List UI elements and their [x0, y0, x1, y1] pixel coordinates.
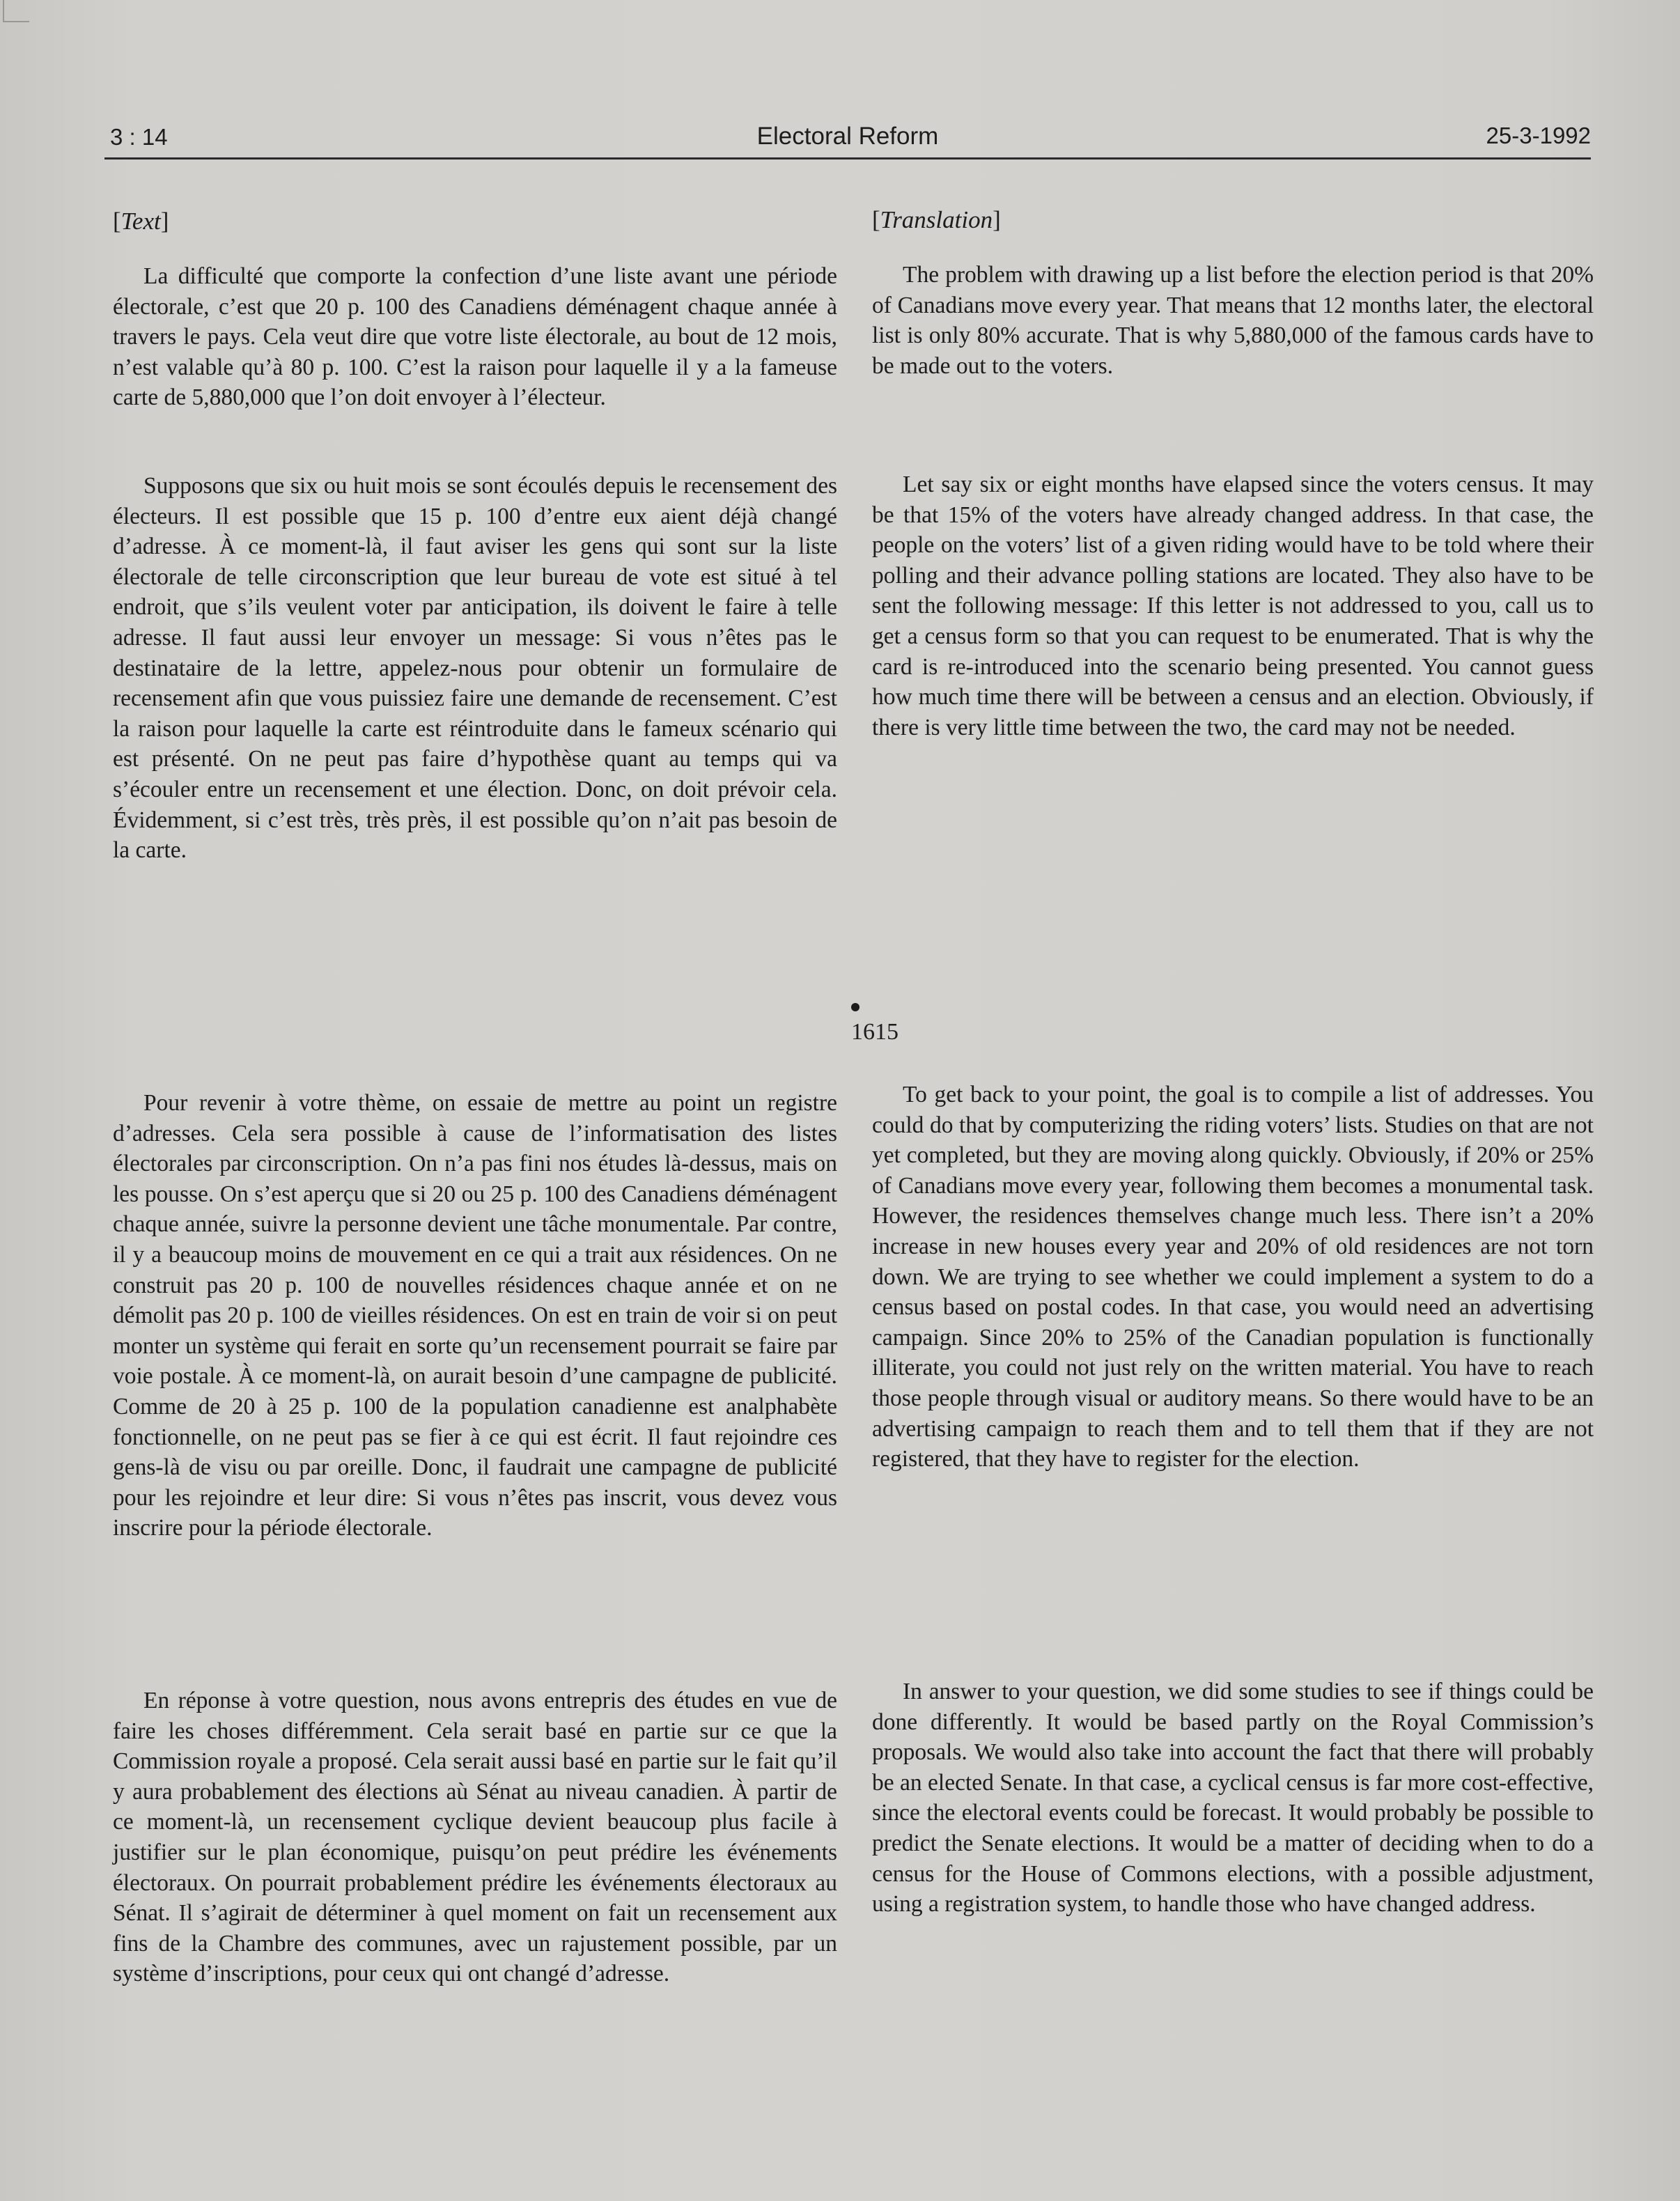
english-paragraph-1: The problem with drawing up a list before the election period is that 20% of Canadians move every year. That means that 12 months later, the electoral list is only 80% accurate. That is why 5,880,000 of the famous cards have to be made out to the voters. — [872, 262, 1594, 379]
french-paragraph-2: Supposons que six ou huit mois se sont écoulés depuis le recensement des électeurs. Il est possible que 15 p. 100 d’entre eux aient déjà changé d’adresse. À ce moment-là, il faut aviser les gens qui sont sur la liste électorale de telle circonscription que leur bureau de vote est situé à tel endroit, que s’ils veulent voter par anticipation, ils doivent le faire à telle adresse. Il faut aussi leur envoyer un message: Si vous n’êtes pas le destinataire de la lettre, appelez-nous pour obtenir un formulaire de recensement afin que vous puissiez faire une demande de recensement. C’est la raison pour laquelle la carte est réintroduite dans le fameux scénario qui est présenté. On ne peut pas faire d’hypothèse quant au temps qui va s’écouler entre un recensement et une élection. Donc, on doit prévoir cela. Évidemment, si c’est très, très près, il est possible qu’on n’ait pas besoin de la carte. — [113, 473, 837, 864]
page-header — [104, 120, 1591, 160]
french-paragraph-1: La difficulté que comporte la confection d’une liste avant une période électorale, c’est que 20 p. 100 des Canadiens déménagent chaque année à travers le pays. Cela veut dire que votre liste électorale, au bout de 12 mois, n’est valable qu’à 80 p. 100. C’est la raison pour laquelle il y a la fameuse carte de 5,880,000 que l’on doit envoyer à l’électeur. — [113, 263, 837, 411]
text-label: [Text] — [113, 208, 169, 235]
header-date: 25-3-1992 — [1486, 123, 1591, 148]
english-paragraph-3: To get back to your point, the goal is to compile a list of addresses. You could do that by computerizing the riding voters’ lists. Studies on that are not yet completed, but they are moving along quickly. Obviously, if 20% or 25% of Canadians move every year, following them becomes a monumental task. However, the residences themselves change much less. There isn’t a 20% increase in new houses every year and 20% of old residences are not torn down. We are trying to see whether we could implement a system to do a census based on postal codes. In that case, you would need an advertising campaign. Since 20% to 25% of the Canadian population is functionally illiterate, you could not just rely on the written material. You have to reach those people through visual or auditory means. So there would have to be an advertising campaign to reach them and to tell them that if they are not registered, that they have to register for the election. — [872, 1082, 1594, 1472]
french-paragraph-4: En réponse à votre question, nous avons entrepris des études en vue de faire les choses différemment. Cela serait basé en partie sur ce que la Commission royale a proposé. Cela serait aussi basé en partie sur le fait qu’il y aura probablement des élections aù Sénat au niveau canadien. À partir de ce moment-là, un recensement cyclique devient beaucoup plus facile à justifier sur le plan économique, puisqu’on peut prédire les événements électoraux. On pourrait probablement prédire les événements électoraux au Sénat. Il s’agirait de déterminer à quel moment on fait un recensement aux fins de la Chambre des communes, avec un rajustement possible, par un système d’inscriptions, pour ceux qui ont changé d’adresse. — [113, 1688, 837, 1987]
english-paragraph-2: Let say six or eight months have elapsed since the voters census. It may be that 15% of the voters have already changed address. In that case, the people on the voters’ list of a given riding would have to be told where their polling and their advance polling stations are located. They also have to be sent the following message: If this letter is not addressed to you, call us to get a census form so that you can request to be enumerated. That is why the card is re-introduced into the scenario being presented. You cannot guess how much time there will be between a census and an election. Obviously, if there is very little time between the two, the card may not be needed. — [872, 472, 1594, 740]
page-reference: 3 : 14 — [110, 124, 168, 150]
running-title: Electoral Reform — [756, 123, 939, 150]
scan-corner-mark — [3, 0, 29, 22]
translation-label: [Translation] — [872, 206, 1001, 233]
french-paragraph-3: Pour revenir à votre thème, on essaie de mettre au point un registre d’adresses. Cela sera possible à cause de l’informatisation des listes électorales par circonscription. On n’a pas fini nos études là-dessus, mais on les pousse. On s’est aperçu que si 20 ou 25 p. 100 des Canadiens déménagent chaque année, suivre la personne devient une tâche monumentale. Par contre, il y a beaucoup moins de mouvement en ce qui a trait aux résidences. On ne construit pas 20 p. 100 de nouvelles résidences chaque année et on ne démolit pas 20 p. 100 de vieilles résidences. On est en train de voir si on peut monter un système qui ferait en sorte qu’un recensement pourrait se faire par voie postale. À ce moment-là, on aurait besoin d’une campagne de publicité. Comme de 20 à 25 p. 100 de la population canadienne est analphabète fonctionnelle, on ne peut pas se fier à ce qui est écrit. Il faut rejoindre ces gens-là de visu ou par oreille. Donc, il faudrait une campagne de publicité pour les rejoindre et leur dire: Si vous n’êtes pas inscrit, vous devez vous inscrire pour la période électorale. — [113, 1090, 837, 1541]
english-paragraph-4: In answer to your question, we did some studies to see if things could be done differently. It would be based partly on the Royal Commission’s proposals. We would also take into account the fact that there will probably be an elected Senate. In that case, a cyclical census is far more cost-effective, since the electoral events could be forecast. It would probably be possible to predict the Senate elections. It would be a matter of deciding when to do a census for the House of Commons elections, with a possible adjustment, using a registration system, to handle those who have changed address. — [872, 1679, 1594, 1918]
bullet-icon — [851, 1003, 860, 1011]
time-marker: 1615 — [851, 993, 899, 1045]
